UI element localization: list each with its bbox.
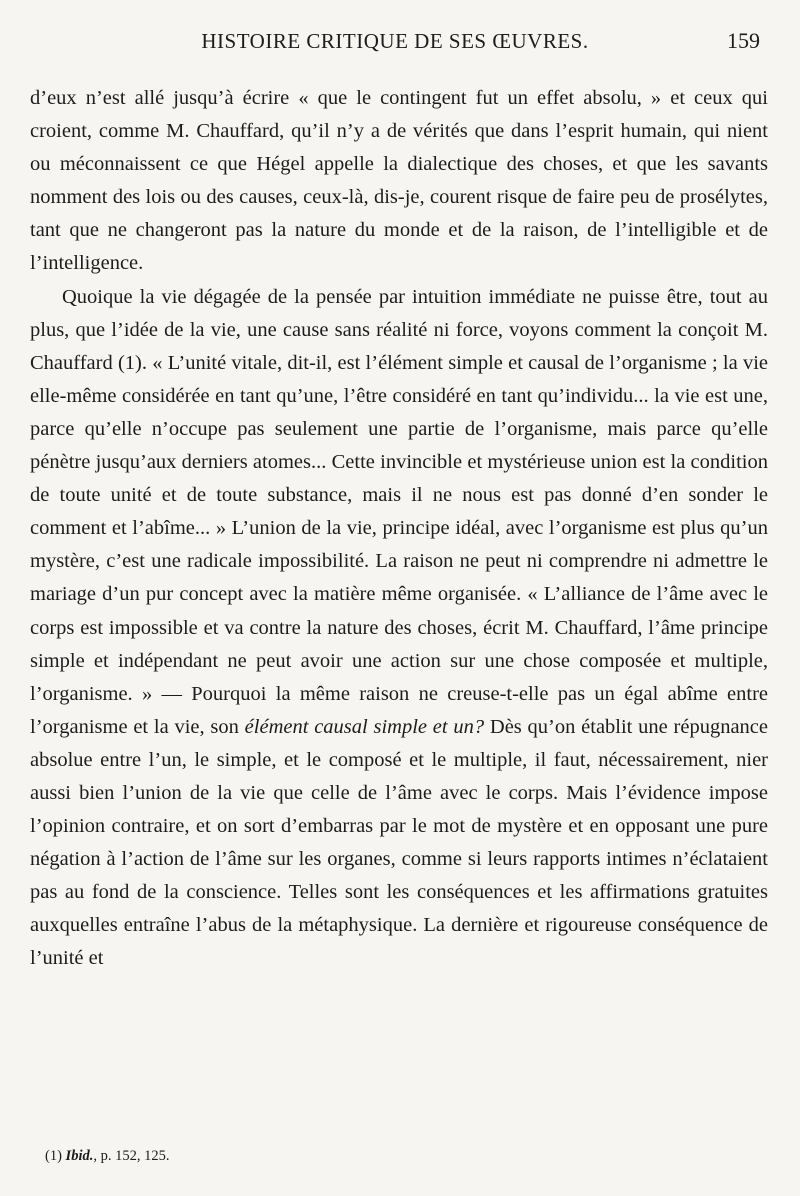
body-text bbox=[30, 82, 768, 976]
paragraph-2 bbox=[30, 281, 768, 976]
paragraph-2-part-a: Quoique la vie dégagée de la pensée par intuition immédiate ne puisse être, tout au plus, que l’idée de la vie, une cause sans réalité ni force, voyons comment la conçoit M. Chauffard (1). « L’unité vitale, dit-il, est l’élément simple et causal de l’organisme ; la vie elle-même considérée en tant qu’une, l’être considéré en tant qu’individu... la vie est une, parce qu’elle n’occupe pas seulement une partie de l’organisme, mais parce qu’elle pénètre jusqu’aux derniers atomes... Cette invincible et mystérieuse union est la condition de toute unité et de toute substance, mais il ne nous est pas donné d’en sonder le comment et l’abîme... » L’union de la vie, principe idéal, avec l’organisme est plus qu’un mystère, c’est une radicale impossibilité. La raison ne peut ni comprendre ni admettre le mariage d’un pur concept avec la matière même organisée. « L’alliance de l’âme avec le corps est impossible et va contre la nature des choses, écrit M. Chauffard, l’âme principe simple et indépendant ne peut avoir une action sur une chose composée et multiple, l’organisme. » — Pourquoi la même raison ne creuse-t-elle pas un égal abîme entre l’organisme et la vie, son bbox=[30, 285, 768, 738]
page-header bbox=[30, 26, 760, 56]
footnote-ref: Ibid. bbox=[65, 1148, 94, 1164]
footnote-marker: (1) bbox=[45, 1148, 62, 1164]
paragraph-2-emphasis: élément causal simple et un? bbox=[244, 715, 485, 738]
page-number: 159 bbox=[727, 28, 760, 53]
paragraph-1: d’eux n’est allé jusqu’à écrire « que le contingent fut un effet absolu, » et ceux qui croient, comme M. Chauffard, qu’il n’y a de vérités que dans l’esprit humain, qui nient ou méconnaissent ce que Hégel appelle la dialectique des choses, et que les savants nomment des lois ou des causes, ceux-là, dis-je, courent risque de faire peu de prosélytes, tant que ne changeront pas la nature du monde et de la raison, de l’intelligible et de l’intelligence. bbox=[30, 87, 768, 275]
footnote bbox=[45, 1146, 169, 1166]
running-head: HISTOIRE CRITIQUE DE SES ŒUVRES. bbox=[201, 29, 589, 53]
paragraph-2-part-b: Dès qu’on établit une répugnance absolue entre l’un, le simple, et le composé et le multiple, il faut, nécessairement, nier aussi bien l’union de la vie que celle de l’âme avec le corps. Mais l’évidence impose l’opinion contraire, et on sort d’embarras par le mot de mystère et en opposant une pure négation à l’action de l’âme sur les organes, comme si leurs rapports intimes n’éclataient pas au fond de la conscience. Telles sont les conséquences et les affirmations gratuites auxquelles entraîne l’abus de la métaphysique. La dernière et rigoureuse conséquence de l’unité et bbox=[30, 715, 768, 970]
footnote-pages: , p. 152, 125. bbox=[93, 1148, 170, 1164]
